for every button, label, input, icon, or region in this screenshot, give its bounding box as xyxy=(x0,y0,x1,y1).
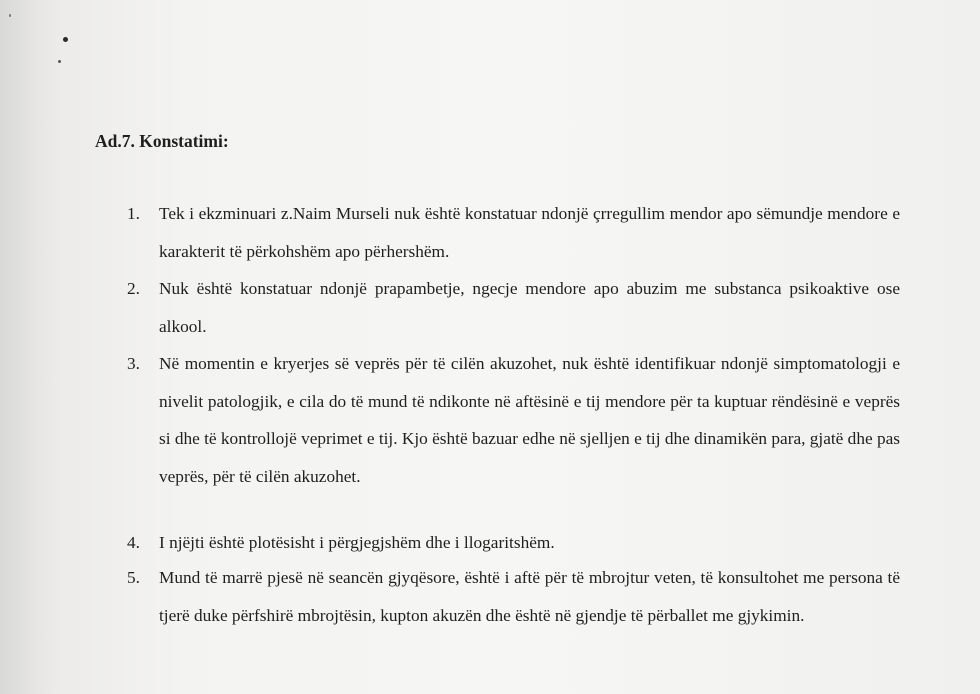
list-item-number: 1. xyxy=(127,204,140,223)
list-item-text: Tek i ekzminuari z.Naim Murseli nuk është konstatuar ndonjë çrregullim mendor apo sëmundje mendore e karakterit të përkohshëm apo përhershëm. xyxy=(159,204,900,261)
list-item-text: Mund të marrë pjesë në seancën gjyqësore, është i aftë për të mbrojtur veten, të konsultohet me persona të tjerë duke përfshirë mbrojtësin, kupton akuzën dhe është në gjendje të përballet me gjykimin. xyxy=(159,568,900,625)
list-item-number: 3. xyxy=(127,354,140,373)
list-item-text: Nuk është konstatuar ndonjë prapambetje, ngecje mendore apo abuzim me substanca psikoaktive ose alkool. xyxy=(159,279,900,336)
list-item-text: I njëjti është plotësisht i përgjegjshëm dhe i llogaritshëm. xyxy=(159,533,555,552)
list-item-number: 2. xyxy=(127,279,140,298)
list-item-number: 4. xyxy=(127,533,140,552)
list-item-number: 5. xyxy=(127,568,140,587)
list-item-text: Në momentin e kryerjes së veprës për të cilën akuzohet, nuk është identifikuar ndonjë simptomatologji e nivelit patologjik, e cila do të mund të ndikonte në aftësinë e tij mendore për ta kuptuar rëndësinë e veprës si dhe të kontrollojë veprimet e tij. Kjo është bazuar edhe në sjelljen e tij dhe dinamikën para, gjatë dhe pas veprës, për të cilën akuzohet. xyxy=(159,354,900,486)
section-heading: Ad.7. Konstatimi: xyxy=(95,131,229,151)
